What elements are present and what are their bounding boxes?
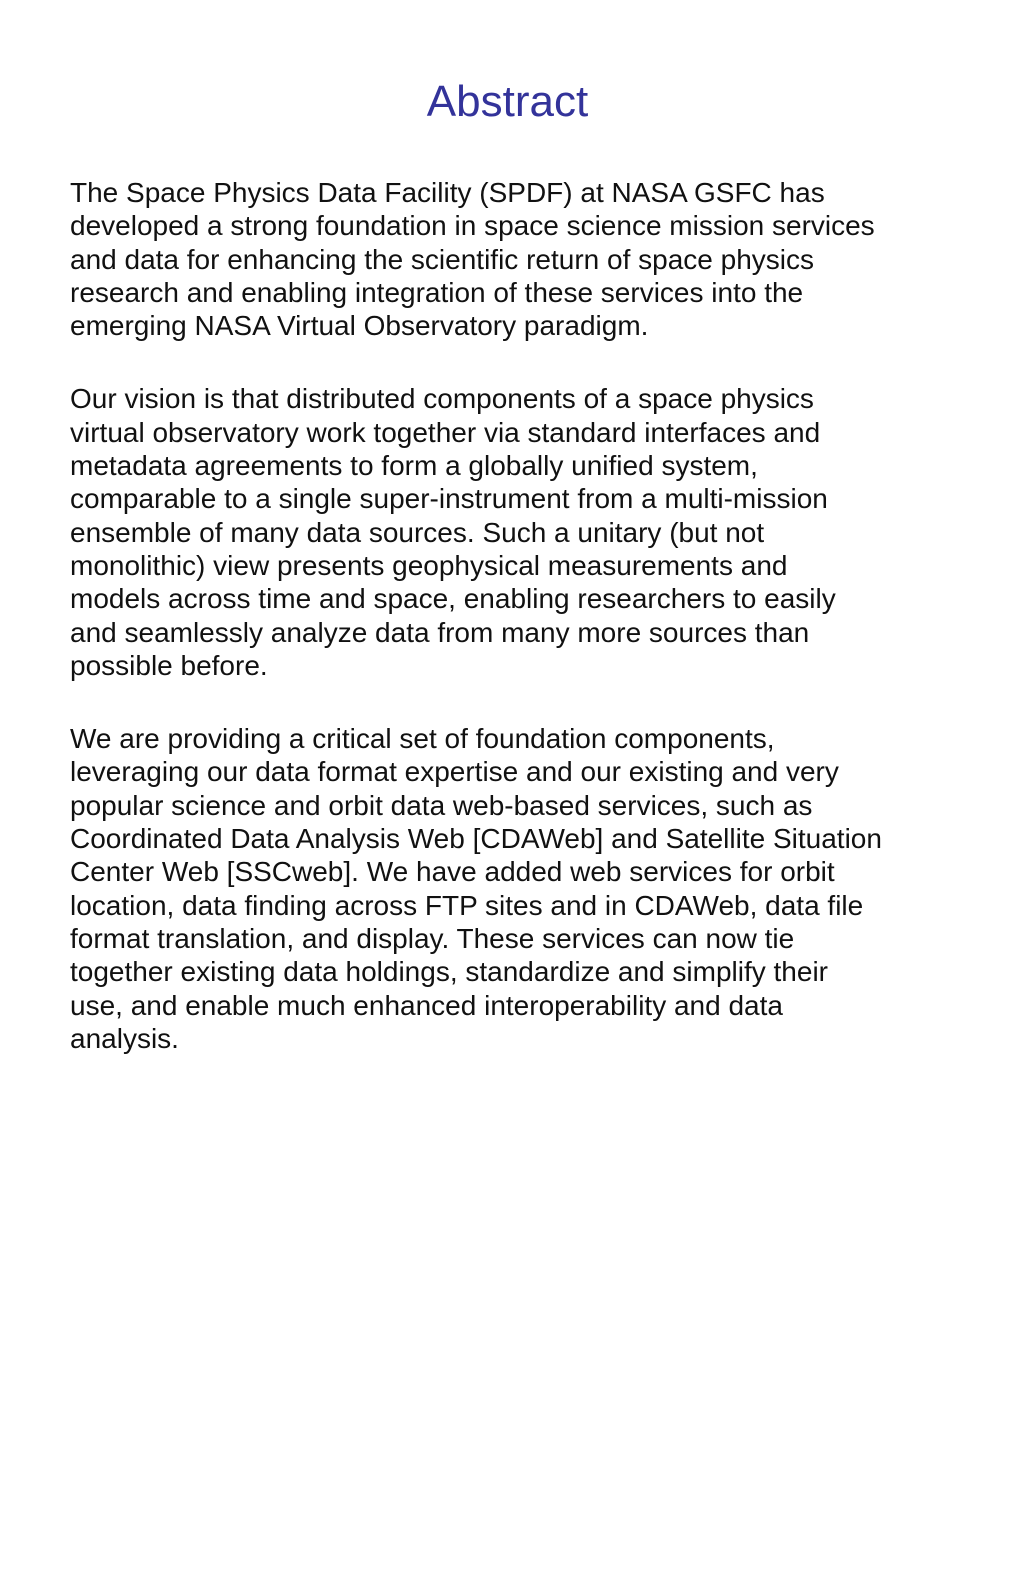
text-line: virtual observatory work together via standard interfaces and (70, 416, 821, 448)
page-title: Abstract (426, 77, 589, 126)
text-line: models across time and space, enabling researchers to easily (70, 583, 836, 615)
text-line: metadata agreements to form a globally unified system, (70, 450, 758, 482)
text-line: ensemble of many data sources. Such a unitary (but not (70, 516, 765, 548)
text-line: emerging NASA Virtual Observatory paradigm. (70, 310, 649, 342)
paragraph-components (70, 722, 970, 1055)
text-line: format translation, and display. These services can now tie (70, 922, 795, 954)
text-line: Our vision is that distributed components of a space physics (70, 383, 814, 415)
text-line: location, data finding across FTP sites and in CDAWeb, data file (70, 889, 864, 921)
text-line: use, and enable much enhanced interoperability and data (70, 989, 783, 1021)
text-line: together existing data holdings, standardize and simplify their (70, 956, 828, 988)
text-line: research and enabling integration of these services into the (70, 276, 804, 308)
text-line: The Space Physics Data Facility (SPDF) at NASA GSFC has (70, 177, 825, 208)
abstract-body (70, 176, 970, 1095)
text-line: and seamlessly analyze data from many more sources than (70, 616, 810, 648)
text-line: Center Web [SSCweb]. We have added web services for orbit (70, 856, 835, 888)
paragraph-vision (70, 382, 970, 682)
text-line: Coordinated Data Analysis Web [CDAWeb] and Satellite Situation (70, 823, 882, 855)
text-line: and data for enhancing the scientific return of space physics (70, 243, 814, 275)
paragraph-spdf-foundation (70, 176, 970, 342)
text-line: developed a strong foundation in space science mission services (70, 210, 875, 242)
text-line: monolithic) view presents geophysical measurements and (70, 549, 788, 581)
text-line: analysis. (70, 1022, 179, 1054)
text-line: possible before. (70, 649, 268, 681)
text-line: We are providing a critical set of foundation components, (70, 723, 775, 755)
text-line: popular science and orbit data web-based services, such as (70, 789, 813, 821)
text-line: leveraging our data format expertise and our existing and very (70, 756, 839, 788)
text-line: comparable to a single super-instrument from a multi-mission (70, 483, 828, 515)
